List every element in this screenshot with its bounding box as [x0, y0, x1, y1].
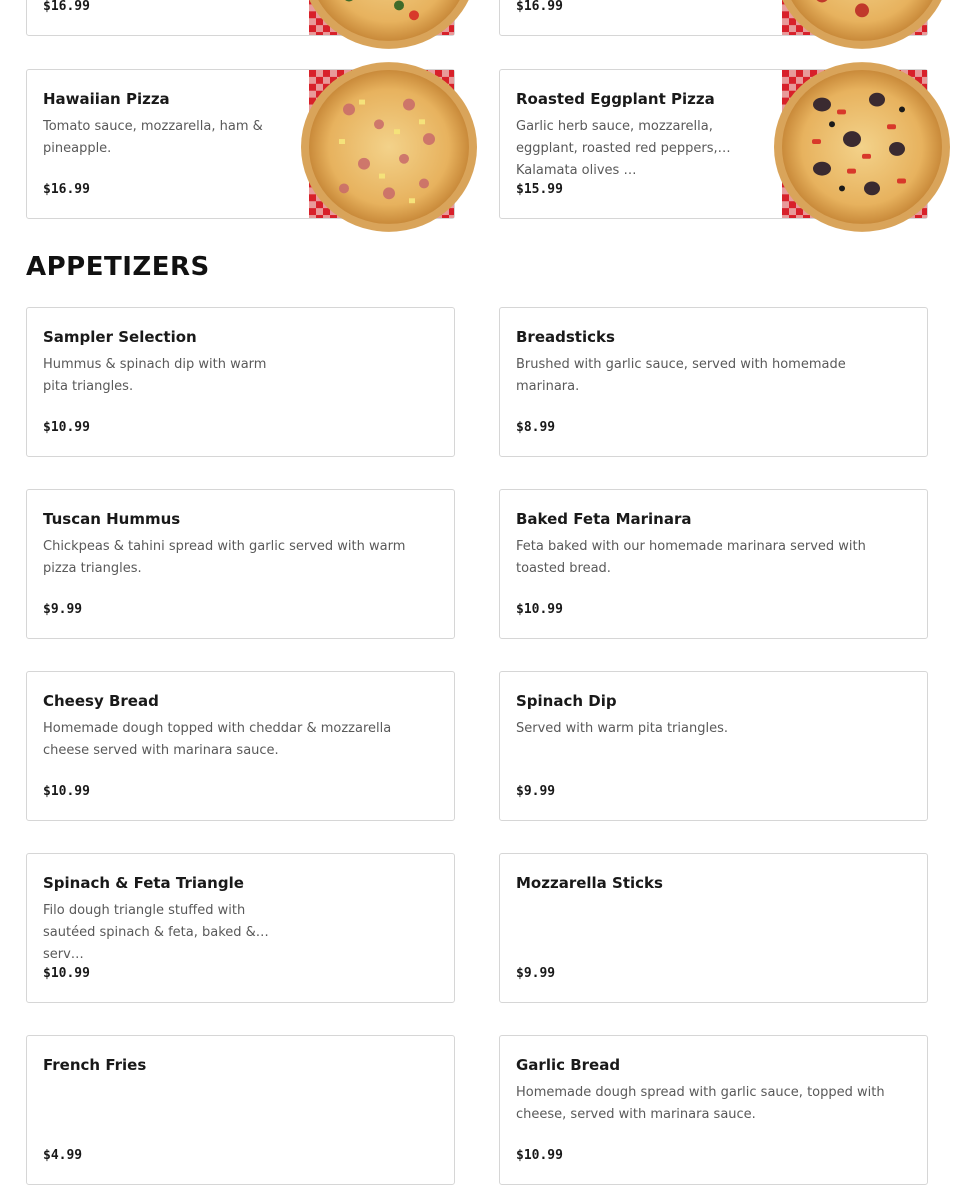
- menu-item-price: $10.99: [43, 784, 90, 799]
- menu-item-name: Breadsticks: [516, 328, 615, 346]
- pizza-photo: [309, 0, 454, 35]
- menu-item-card[interactable]: [499, 69, 928, 219]
- menu-item-card[interactable]: [499, 1035, 928, 1185]
- menu-item-card[interactable]: [26, 1035, 455, 1185]
- menu-item-price: $10.99: [43, 966, 90, 981]
- menu-item-card[interactable]: [26, 489, 455, 639]
- menu-item-card[interactable]: [499, 307, 928, 457]
- menu-item-description: Homemade dough topped with cheddar & mozzarella cheese served with marinara sauce.: [43, 721, 392, 758]
- menu-item-card[interactable]: [26, 671, 455, 821]
- menu-item-description: Filo dough triangle stuffed with sautéed spinach & feta, baked & serv…: [43, 903, 256, 962]
- hawaiian-pizza-photo: [309, 70, 454, 218]
- menu-item-price: $15.99: [516, 182, 563, 197]
- menu-item-price: $9.99: [516, 966, 556, 981]
- menu-item-name: Garlic Bread: [516, 1056, 621, 1074]
- menu-item-name: Tuscan Hummus: [43, 510, 181, 528]
- menu-item-price: $16.99: [43, 0, 90, 14]
- menu-item-price: $10.99: [516, 602, 563, 617]
- menu-item-price: $9.99: [43, 602, 83, 617]
- menu-item-name: Sampler Selection: [43, 328, 197, 346]
- menu-item-description: Chickpeas & tahini spread with garlic served with warm pizza triangles.: [43, 539, 406, 576]
- menu-item-price: $10.99: [516, 1148, 563, 1163]
- menu-item-description: Hummus & spinach dip with warm pita triangles.: [43, 357, 267, 394]
- menu-item-card[interactable]: [26, 0, 455, 36]
- menu-item-card[interactable]: [499, 671, 928, 821]
- menu-item-name: Spinach & Feta Triangle: [43, 874, 244, 892]
- appetizers-grid: [26, 307, 928, 1185]
- menu-item-card[interactable]: [499, 853, 928, 1003]
- pizza-photo: [782, 0, 927, 35]
- menu-item-name: Hawaiian Pizza: [43, 90, 170, 108]
- menu-item-name: Baked Feta Marinara: [516, 510, 692, 528]
- menu-item-card[interactable]: [26, 307, 455, 457]
- eggplant-pizza-photo: [782, 70, 927, 218]
- menu-item-description: Served with warm pita triangles.: [516, 721, 728, 736]
- menu-item-card[interactable]: [499, 489, 928, 639]
- menu-item-price: $16.99: [43, 182, 90, 197]
- menu-item-price: $9.99: [516, 784, 556, 799]
- menu-item-description: Garlic herb sauce, mozzarella, eggplant, roasted red peppers, Kalamata olives …: [516, 119, 718, 178]
- menu-item-description: Feta baked with our homemade marinara served with toasted bread.: [516, 539, 866, 576]
- menu-item-name: Cheesy Bread: [43, 692, 159, 710]
- menu-item-price: $4.99: [43, 1148, 83, 1163]
- pizza-grid: [26, 69, 928, 219]
- menu-item-name: Roasted Eggplant Pizza: [516, 90, 715, 108]
- menu-item-price: $8.99: [516, 420, 556, 435]
- menu-item-name: Mozzarella Sticks: [516, 874, 663, 892]
- menu-item-description: Brushed with garlic sauce, served with homemade marinara.: [516, 357, 846, 394]
- menu-item-price: $16.99: [516, 0, 563, 14]
- menu-item-card[interactable]: [26, 853, 455, 1003]
- pizza-grid-top: [26, 0, 928, 36]
- menu-item-card[interactable]: [499, 0, 928, 36]
- section-title: APPETIZERS: [26, 252, 210, 282]
- menu-item-name: Spinach Dip: [516, 692, 617, 710]
- menu-item-card[interactable]: [26, 69, 455, 219]
- menu-item-description: Homemade dough spread with garlic sauce, topped with cheese, served with marinara sauce.: [516, 1085, 885, 1122]
- menu-item-name: French Fries: [43, 1056, 147, 1074]
- menu-item-description: Tomato sauce, mozzarella, ham & pineapple.: [43, 119, 263, 156]
- menu-item-price: $10.99: [43, 420, 90, 435]
